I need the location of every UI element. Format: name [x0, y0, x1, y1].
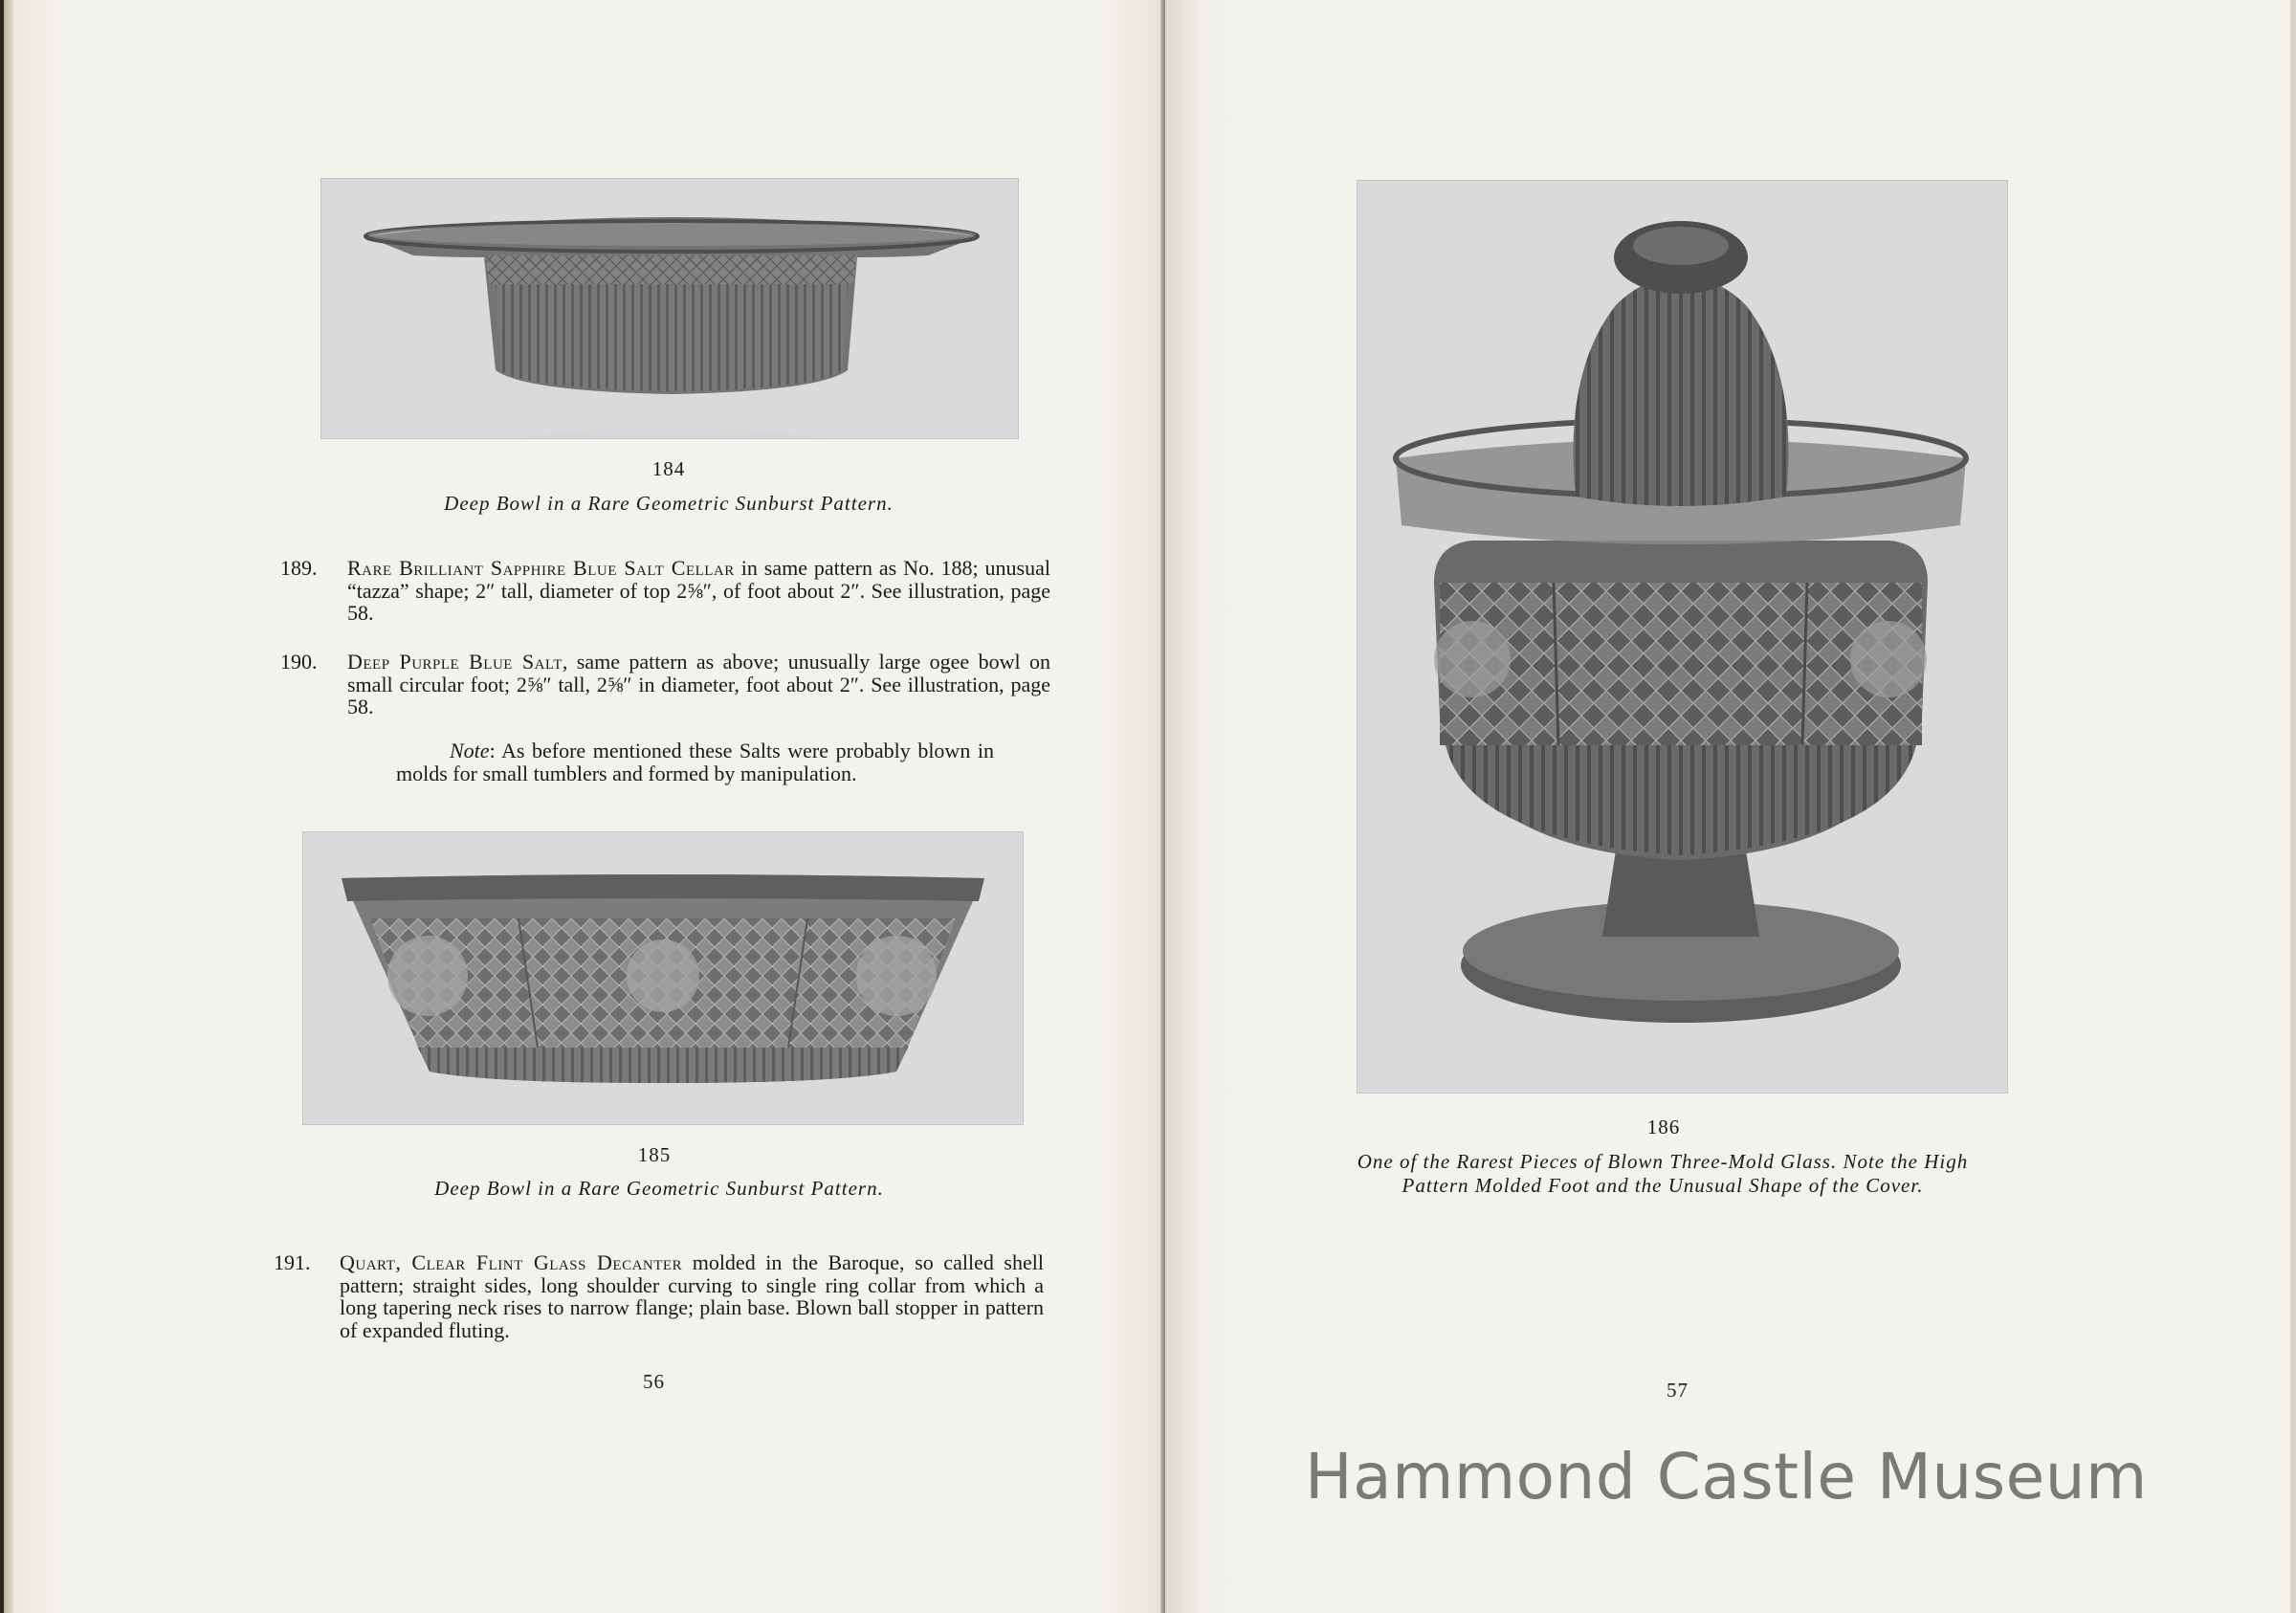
figure-185-number: 185	[637, 1143, 672, 1166]
figure-184-photo	[320, 178, 1019, 439]
figure-186-photo	[1357, 180, 2008, 1094]
left-page	[4, 0, 1165, 1613]
entry-190-number: 190.	[280, 650, 318, 674]
page-number-right: 57	[1667, 1379, 1689, 1402]
figure-184-caption: Deep Bowl in a Rare Geometric Sunburst Pattern.	[444, 492, 894, 515]
figure-186-caption-line-1: One of the Rarest Pieces of Blown Three-Mold Glass. Note the High	[1357, 1150, 1969, 1173]
entry-191-text: molded in the Baroque, so called shell pattern; straight sides, long shoulder curving to single ring collar from which a long tapering neck rises to narrow flange; plain base. Blown ball stopper in pattern of expanded fluting.	[340, 1250, 1044, 1342]
note-text: : As before mentioned these Salts were probably blown in molds for small tumblers and formed by manipulation.	[396, 739, 994, 785]
entry-190	[280, 651, 1050, 718]
entry-189	[280, 557, 1050, 625]
figure-186-number: 186	[1646, 1116, 1681, 1138]
bowl-illustration	[321, 179, 1018, 438]
figure-185-photo	[302, 831, 1024, 1125]
entry-189-text: in same pattern as No. 188; unusual “tazza” shape; 2″ tall, diameter of top 2⅝″, of foot about 2″. See illustration, page 58.	[347, 556, 1050, 625]
entry-190-text: , same pattern as above; unusually large ogee bowl on small circular foot; 2⅝″ tall, 2⅝″ in diameter, foot about 2″. See illustration, page 58.	[347, 650, 1050, 718]
note-label: Note	[450, 739, 490, 762]
figure-186-caption-line-2: Pattern Molded Foot and the Unusual Shape of the Cover.	[1402, 1174, 1924, 1197]
page-edge	[2290, 0, 2296, 1613]
entry-189-number: 189.	[280, 556, 318, 580]
note-paragraph	[396, 740, 994, 784]
figure-184-number: 184	[651, 457, 686, 480]
covered-salt-illustration	[1358, 181, 2007, 1093]
right-page	[1165, 0, 2296, 1613]
bowl-illustration	[303, 832, 1023, 1124]
page-edge	[4, 0, 13, 1613]
entry-191-title: Quart, Clear Flint Glass Decanter	[340, 1250, 683, 1274]
entry-191-number: 191.	[274, 1250, 311, 1274]
entry-190-title: Deep Purple Blue Salt	[347, 650, 563, 674]
museum-watermark: Hammond Castle Museum	[1305, 1440, 2148, 1514]
entry-191	[274, 1251, 1044, 1341]
page-number-left: 56	[643, 1370, 665, 1393]
figure-185-caption: Deep Bowl in a Rare Geometric Sunburst Pattern.	[434, 1177, 884, 1200]
entry-189-title: Rare Brilliant Sapphire Blue Salt Cellar	[347, 556, 735, 580]
